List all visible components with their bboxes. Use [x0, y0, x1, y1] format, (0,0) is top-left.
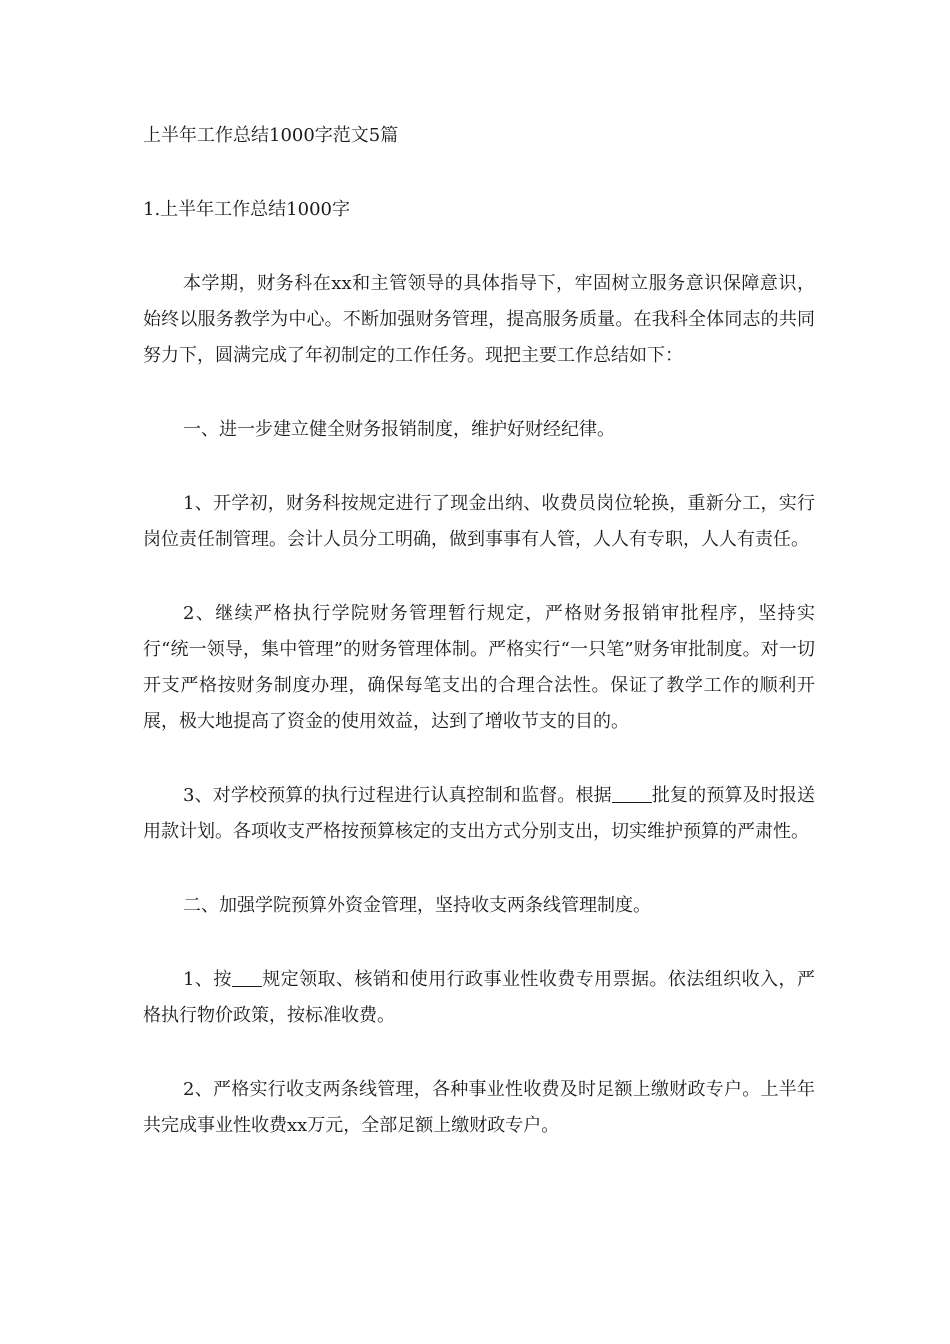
item-1-paragraph: 1、开学初，财务科按规定进行了现金出纳、收费员岗位轮换，重新分工，实行岗位责任制管理。会计人员分工明确，做到事事有人管，人人有专职，人人有责任。 — [143, 493, 815, 550]
item-4-text-before: 1、按 — [183, 969, 232, 990]
item-4-paragraph — [143, 962, 815, 1034]
item-3-text-before: 3、对学校预算的执行过程进行认真控制和监督。根据 — [183, 785, 612, 806]
item-4-text-after: 规定领取、核销和使用行政事业性收费专用票据。依法组织收入，严格执行物价政策，按标准收费。 — [143, 969, 816, 1026]
section-heading: 1.上半年工作总结1000字 — [143, 199, 350, 220]
document-body — [143, 118, 815, 1144]
item-5-paragraph: 2、严格实行收支两条线管理，各种事业性收费及时足额上缴财政专户。上半年共完成事业性收费xx万元，全部足额上缴财政专户。 — [143, 1079, 815, 1136]
fill-in-blank — [612, 784, 652, 803]
item-3-text-after: 批复的预算及时报送用款计划。各项收支严格按预算核定的支出方式分别支出，切实维护预算的严肃性。 — [143, 785, 816, 842]
item-2-paragraph: 2、继续严格执行学院财务管理暂行规定，严格财务报销审批程序，坚持实行“统一领导，集中管理”的财务管理体制。严格实行“一只笔”财务审批制度。对一切开支严格按财务制度办理，确保每笔支出的合理合法性。保证了教学工作的顺利开展，极大地提高了资金的使用效益，达到了增收节支的目的。 — [143, 603, 815, 732]
section-1-heading: 一、进一步建立健全财务报销制度，维护好财经纪律。 — [183, 419, 615, 440]
item-3-paragraph — [143, 778, 815, 850]
fill-in-blank — [232, 968, 262, 987]
section-2-heading: 二、加强学院预算外资金管理，坚持收支两条线管理制度。 — [183, 895, 651, 916]
document-title: 上半年工作总结1000字范文5篇 — [143, 125, 399, 146]
intro-paragraph: 本学期，财务科在xx和主管领导的具体指导下，牢固树立服务意识保障意识，始终以服务教学为中心。不断加强财务管理，提高服务质量。在我科全体同志的共同努力下，圆满完成了年初制定的工作任务。现把主要工作总结如下： — [143, 273, 815, 366]
